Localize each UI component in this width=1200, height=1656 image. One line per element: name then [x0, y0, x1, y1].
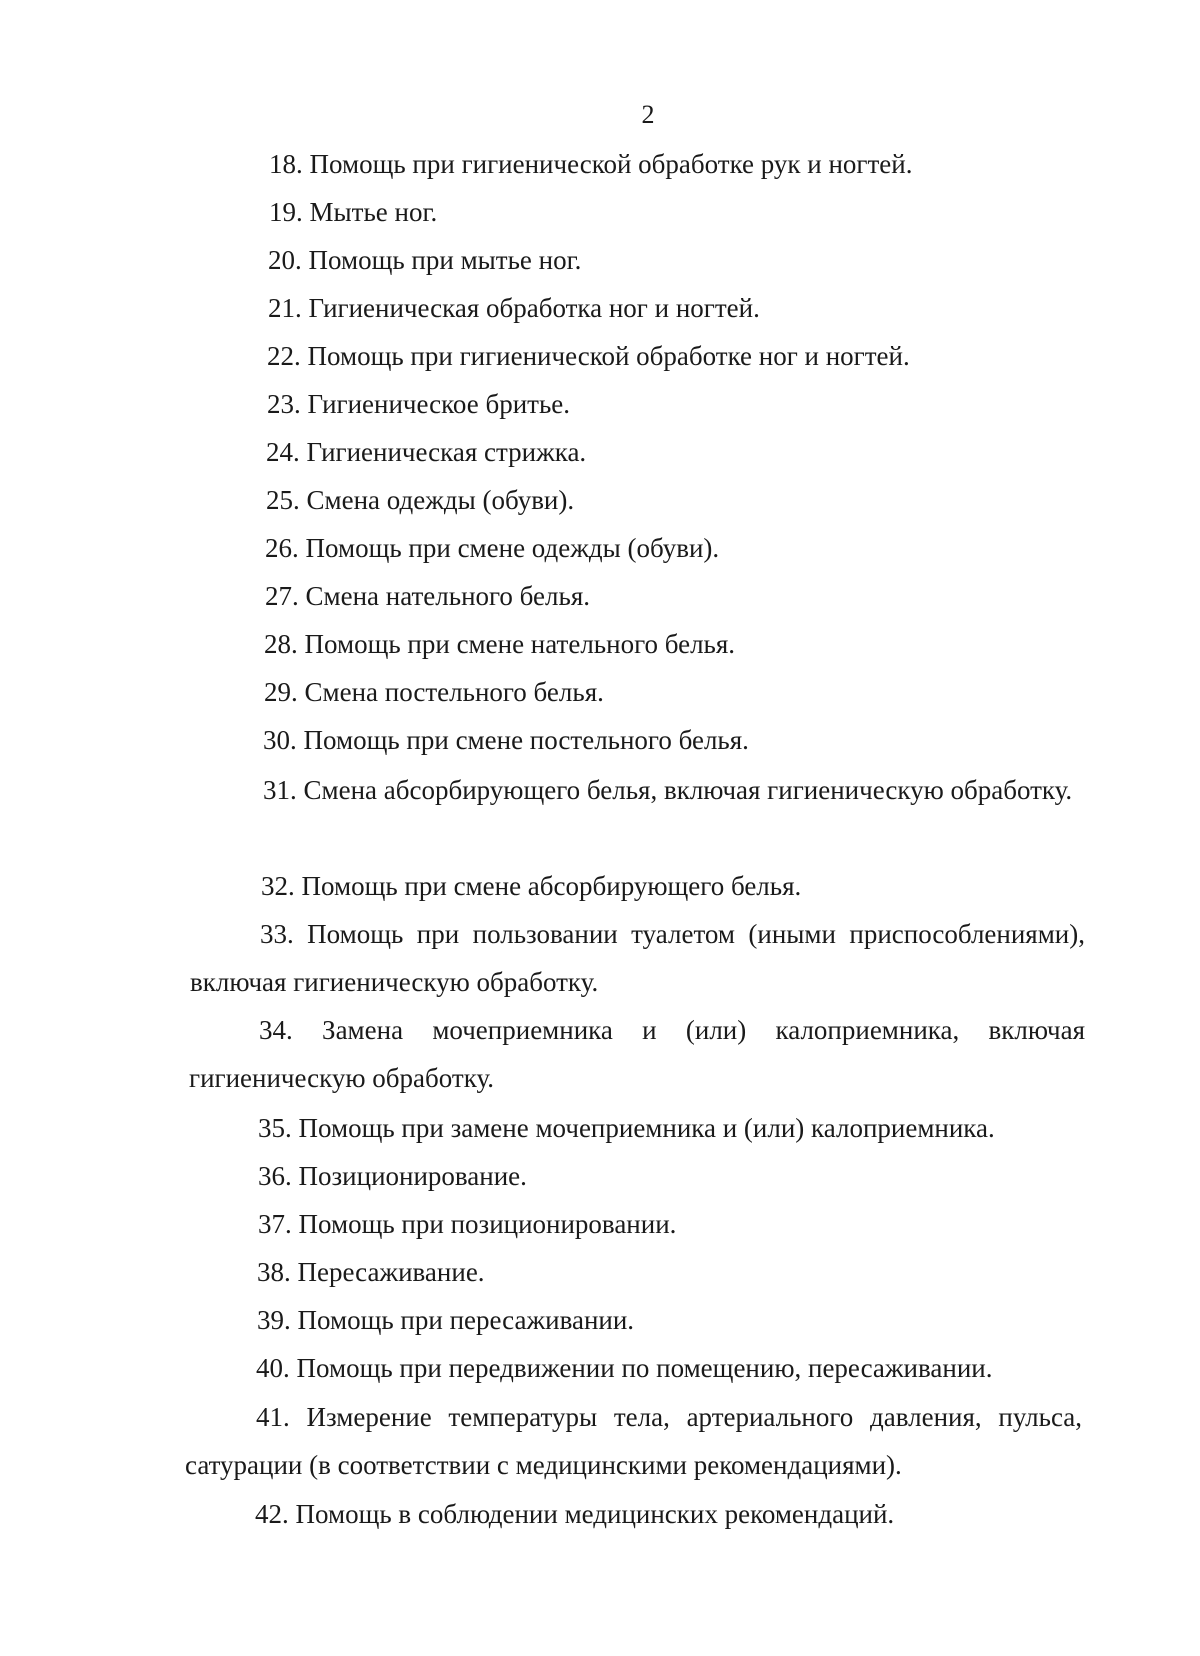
list-item: 31. Смена абсорбирующего белья, включая гигиеническую обработку.: [263, 775, 1073, 805]
list-item: 38. Пересаживание.: [257, 1257, 485, 1287]
list-item: 33. Помощь при пользовании туалетом (иными приспособлениями), включая гигиеническую обработку.: [190, 919, 1085, 997]
list-item: 34. Замена мочеприемника и (или) калоприемника, включая гигиеническую обработку.: [189, 1015, 1085, 1093]
list-item: 22. Помощь при гигиенической обработке ног и ногтей.: [267, 341, 910, 371]
list-item: 23. Гигиеническое бритье.: [267, 389, 570, 419]
list-item: 19. Мытье ног.: [269, 197, 438, 227]
list-item: 26. Помощь при смене одежды (обуви).: [265, 533, 720, 563]
list-item: 21. Гигиеническая обработка ног и ногтей.: [268, 293, 760, 323]
list-item: 37. Помощь при позиционировании.: [258, 1209, 677, 1239]
list-item: 20. Помощь при мытье ног.: [268, 245, 582, 275]
list-item: 35. Помощь при замене мочеприемника и (или) калоприемника.: [258, 1113, 995, 1143]
list-item: 29. Смена постельного белья.: [264, 677, 604, 707]
page-number: 2: [641, 100, 655, 129]
list-item: 39. Помощь при пересаживании.: [257, 1305, 635, 1335]
list-item: 28. Помощь при смене нательного белья.: [264, 629, 736, 659]
list-item: 42. Помощь в соблюдении медицинских рекомендаций.: [255, 1499, 895, 1529]
list-item: 36. Позиционирование.: [258, 1161, 527, 1191]
list-item: 41. Измерение температуры тела, артериального давления, пульса, сатурации (в соответствии с медицинскими рекомендациями).: [185, 1402, 1082, 1480]
list-item: 18. Помощь при гигиенической обработке рук и ногтей.: [269, 149, 913, 179]
list-item: 40. Помощь при передвижении по помещению, пересаживании.: [256, 1353, 993, 1383]
list-item: 27. Смена нательного белья.: [265, 581, 590, 611]
list-item: 24. Гигиеническая стрижка.: [266, 437, 587, 467]
list-item: 32. Помощь при смене абсорбирующего белья.: [261, 871, 802, 901]
list-item: 30. Помощь при смене постельного белья.: [263, 725, 749, 755]
list-item: 25. Смена одежды (обуви).: [266, 485, 575, 515]
